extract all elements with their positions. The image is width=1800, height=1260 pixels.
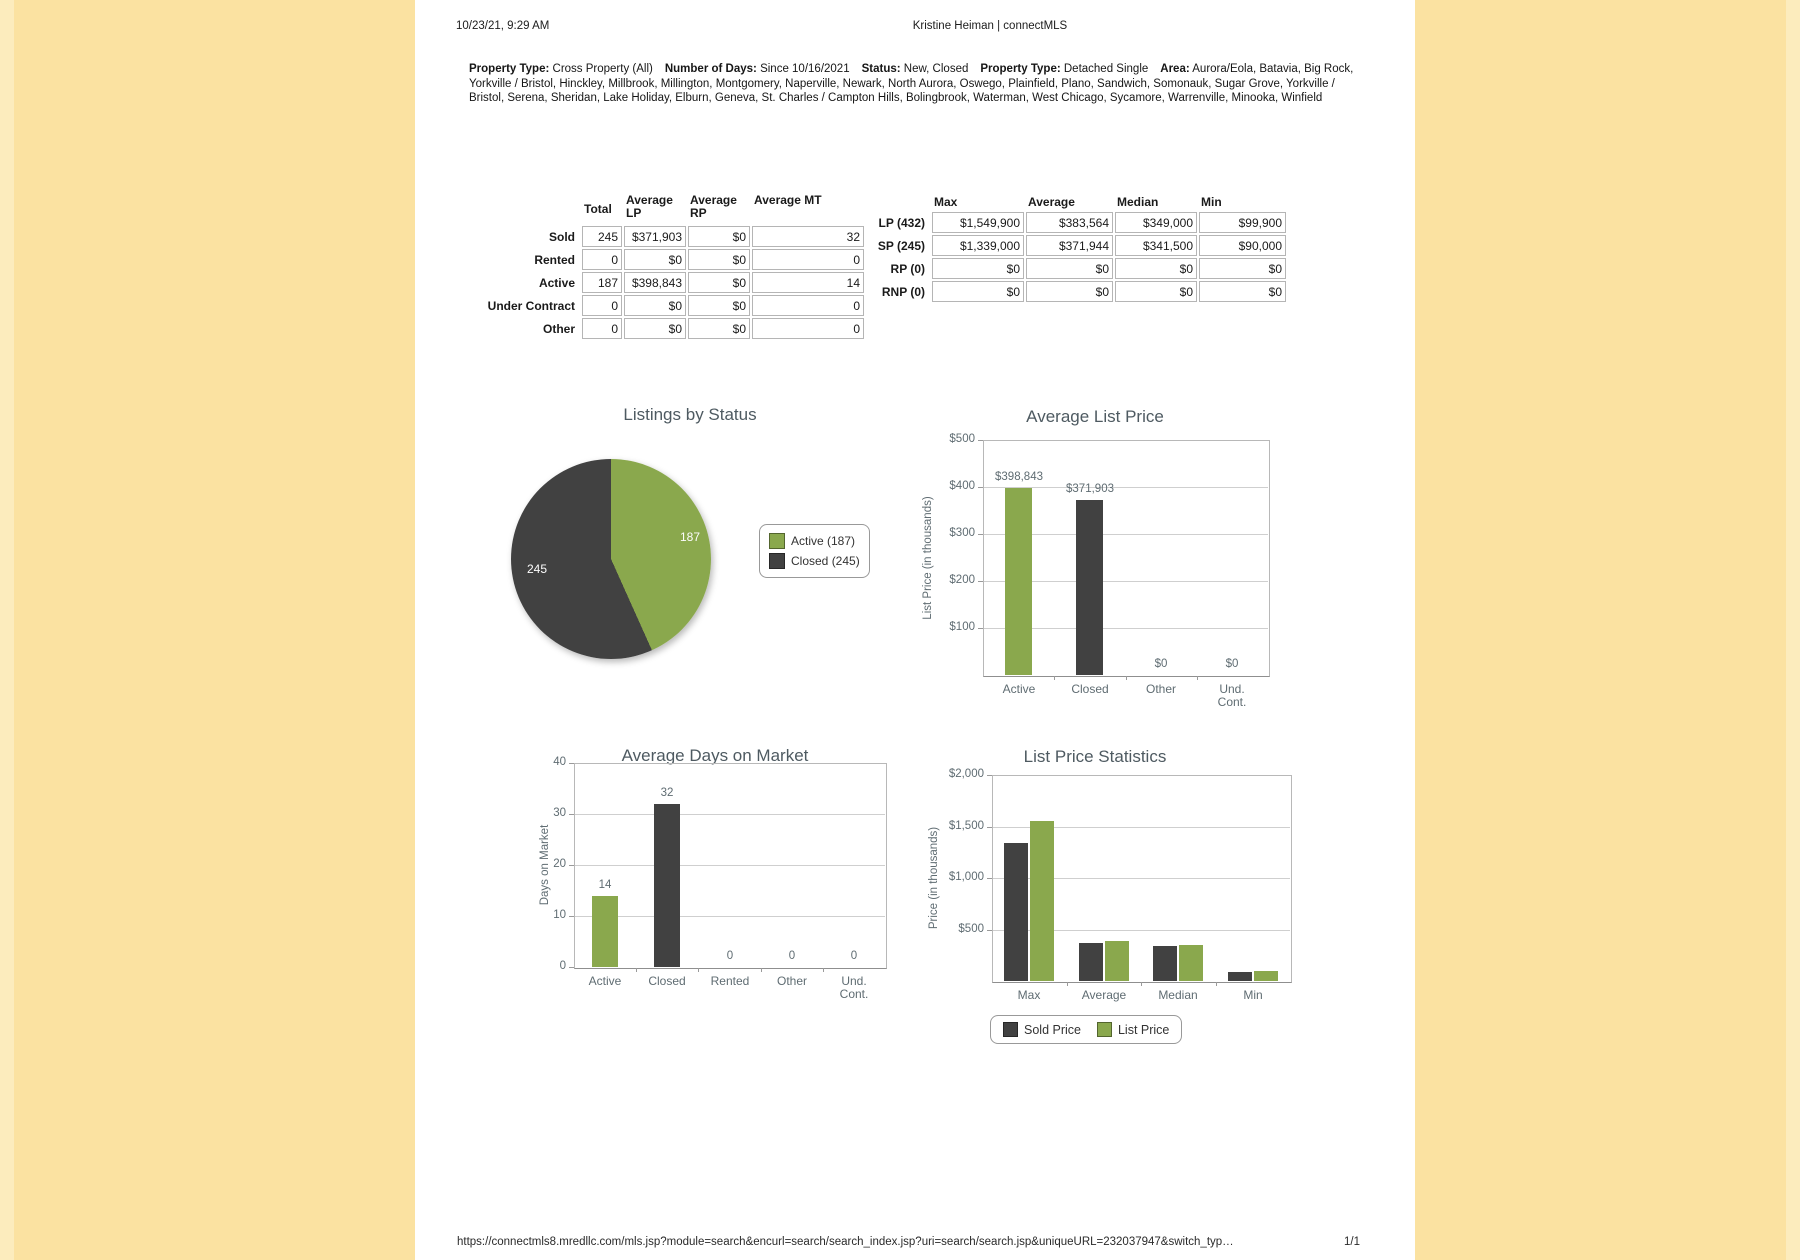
row-label: Active <box>538 275 575 290</box>
x-tick-label: Und. Cont. <box>1217 682 1247 709</box>
legend-swatch-sold-price <box>1003 1022 1018 1037</box>
y-tick-mark <box>569 916 574 917</box>
column-header: Total <box>584 201 612 216</box>
bar-value-label: $371,903 <box>1066 483 1114 495</box>
y-axis-label: Days on Market <box>539 824 551 906</box>
cell: 0 <box>582 295 622 316</box>
cell: $0 <box>1199 281 1286 302</box>
criteria-label: Property Type: <box>469 63 550 75</box>
summary-table <box>470 192 866 341</box>
plot-area <box>574 763 887 969</box>
bar-list-price <box>1105 941 1129 981</box>
chart-title: List Price Statistics <box>1023 747 1167 766</box>
legend-swatch-list-price <box>1097 1022 1112 1037</box>
criteria-label: Number of Days: <box>664 63 757 75</box>
criteria-value: Aurora/Eola, Batavia, Big Rock, Yorkville / Bristol, Hinckley, Millbrook, Millington, Montgomery, Naperville, Newark, North Aurora, Oswego, Plainfield, Plano, Sandwich, Somonauk, Sugar Grove, Yorkville / Bristol, Serena, Sheridan, Lake Holiday, Elburn, Geneva, St. Charles / Campton Hills, Bolingbrook, Waterman, West Chicago, Sycamore, Warrenville, Minooka, Winfield <box>469 63 1354 105</box>
row-label: Other <box>542 321 575 336</box>
gridline <box>575 814 885 815</box>
listings-by-status-chart <box>455 393 925 693</box>
row-label: Under Contract <box>487 298 575 313</box>
y-tick-label: 40 <box>553 756 566 768</box>
chart-canvas <box>920 393 1320 715</box>
legend-item <box>769 533 860 549</box>
cell: $383,564 <box>1026 212 1113 233</box>
cell: 0 <box>582 249 622 270</box>
x-tick-label: Min <box>1243 988 1263 1002</box>
y-tick-label: 20 <box>553 858 566 870</box>
x-tick-mark <box>823 968 824 972</box>
cell: $0 <box>688 318 750 339</box>
cell: $1,549,900 <box>932 212 1024 233</box>
table-row <box>847 235 1286 256</box>
search-criteria <box>469 62 1357 106</box>
y-tick-label: $400 <box>949 480 975 492</box>
row-label: SP (245) <box>877 238 925 253</box>
y-tick-label: 0 <box>559 960 566 972</box>
average-days-on-market-chart <box>535 733 925 1063</box>
table-row <box>472 226 864 247</box>
table-row <box>472 318 864 339</box>
x-tick-mark <box>1067 982 1068 986</box>
legend-label: Active (187) <box>791 534 856 548</box>
chart-title: Listings by Status <box>623 405 757 424</box>
y-tick-label: $100 <box>949 621 975 633</box>
bar-sold-price <box>1228 972 1252 981</box>
y-tick-mark <box>569 967 574 968</box>
bar-active <box>1005 488 1032 675</box>
y-tick-label: 30 <box>553 807 566 819</box>
cell: $0 <box>932 258 1024 279</box>
x-tick-mark <box>761 968 762 972</box>
y-tick-mark <box>987 878 992 879</box>
x-tick-label: Active <box>1002 682 1036 696</box>
y-tick-label: 10 <box>553 909 566 921</box>
legend-item <box>1003 1022 1081 1037</box>
y-tick-label: $500 <box>949 433 975 445</box>
chart-title: Average List Price <box>1026 407 1164 426</box>
table-row <box>472 272 864 293</box>
chart-canvas <box>535 733 925 1063</box>
column-header: Average LP <box>626 193 673 220</box>
y-tick-label: $300 <box>949 527 975 539</box>
cell: 0 <box>582 318 622 339</box>
cell: $341,500 <box>1115 235 1197 256</box>
legend-item <box>1097 1022 1169 1037</box>
column-header <box>472 194 580 224</box>
cell: 187 <box>582 272 622 293</box>
x-tick-mark <box>698 968 699 972</box>
x-tick-label: Rented <box>710 974 750 988</box>
pie <box>511 459 711 659</box>
y-tick-mark <box>569 814 574 815</box>
y-tick-label: $2,000 <box>948 768 984 780</box>
print-footer-page-number: 1/1 <box>1344 1236 1360 1248</box>
background-edge-strip <box>0 0 14 1260</box>
cell: $371,944 <box>1026 235 1113 256</box>
cell: $0 <box>1199 258 1286 279</box>
column-header: Average <box>1028 195 1075 209</box>
table-row <box>847 281 1286 302</box>
bar-value-label: $398,843 <box>995 471 1043 483</box>
cell: 32 <box>752 226 864 247</box>
legend-label: Closed (245) <box>791 554 860 568</box>
pie-slice-label: 245 <box>526 562 548 576</box>
pie-slice-label: 187 <box>679 530 701 544</box>
bar-active <box>592 896 618 967</box>
table-row <box>847 258 1286 279</box>
column-header: Average MT <box>754 193 822 207</box>
cell: $0 <box>624 249 686 270</box>
list-price-statistics-chart <box>920 733 1360 1073</box>
x-tick-label: Other <box>1145 682 1176 696</box>
x-tick-label: Active <box>588 974 622 988</box>
cell: $0 <box>932 281 1024 302</box>
cell: $0 <box>688 272 750 293</box>
bar-value-label: $0 <box>1154 658 1168 670</box>
y-tick-label: $500 <box>958 923 984 935</box>
y-tick-mark <box>978 534 983 535</box>
y-tick-mark <box>987 775 992 776</box>
row-label: LP (432) <box>878 215 925 230</box>
bar-sold-price <box>1153 946 1177 981</box>
y-axis-label: List Price (in thousands) <box>922 495 934 620</box>
x-tick-label: Und. Cont. <box>839 974 869 1001</box>
y-tick-mark <box>569 763 574 764</box>
cell: $0 <box>688 226 750 247</box>
print-header-datetime: 10/23/21, 9:29 AM <box>456 20 550 32</box>
x-tick-label: Closed <box>648 974 686 988</box>
legend-label: Sold Price <box>1024 1022 1081 1037</box>
legend-swatch-active <box>769 533 785 549</box>
cell: $0 <box>688 295 750 316</box>
y-tick-mark <box>978 628 983 629</box>
column-header: Min <box>1201 195 1222 209</box>
table-row <box>472 295 864 316</box>
legend-swatch-closed <box>769 553 785 569</box>
row-label: Sold <box>549 229 575 244</box>
cell: 0 <box>752 295 864 316</box>
cell: $398,843 <box>624 272 686 293</box>
cell: $0 <box>1026 281 1113 302</box>
y-tick-label: $1,500 <box>948 820 984 832</box>
bar-closed <box>654 804 680 967</box>
bar-value-label: $0 <box>1225 658 1239 670</box>
y-axis-label: Price (in thousands) <box>928 826 940 930</box>
legend-item <box>769 553 860 569</box>
y-tick-mark <box>987 827 992 828</box>
table-header-row <box>847 194 1286 210</box>
print-footer-url: https://connectmls8.mredllc.com/mls.jsp?module=search&encurl=search/search_index.jsp?uri=search/search.jsp&uniqueURL=232037947&switch_typ… <box>457 1236 1234 1248</box>
cell: $0 <box>688 249 750 270</box>
criteria-value: New, Closed <box>903 63 969 75</box>
table-row <box>472 249 864 270</box>
cell: $90,000 <box>1199 235 1286 256</box>
cell: $0 <box>624 295 686 316</box>
chart-legend <box>759 524 870 578</box>
table-row <box>847 212 1286 233</box>
price-statistics-table <box>845 192 1288 304</box>
criteria-value: Since 10/16/2021 <box>760 63 850 75</box>
cell: 0 <box>752 318 864 339</box>
column-header: Max <box>934 195 958 209</box>
cell: $371,903 <box>624 226 686 247</box>
column-header: Average RP <box>690 193 737 220</box>
y-tick-mark <box>978 581 983 582</box>
criteria-value: Cross Property (All) <box>552 63 653 75</box>
bar-sold-price <box>1079 943 1103 981</box>
chart-legend <box>990 1015 1182 1044</box>
x-tick-label: Average <box>1081 988 1127 1002</box>
cell: $0 <box>1026 258 1113 279</box>
table-header-row <box>472 194 864 224</box>
x-tick-mark <box>1197 676 1198 680</box>
criteria-value: Detached Single <box>1063 63 1149 75</box>
column-header <box>847 194 930 210</box>
cell: $0 <box>1115 258 1197 279</box>
y-tick-label: $200 <box>949 574 975 586</box>
y-tick-mark <box>987 930 992 931</box>
cell: 245 <box>582 226 622 247</box>
background-edge-strip <box>1786 0 1800 1260</box>
criteria-label: Area: <box>1160 63 1190 75</box>
y-tick-mark <box>569 865 574 866</box>
gridline <box>575 916 885 917</box>
y-tick-label: $1,000 <box>948 871 984 883</box>
y-tick-mark <box>978 440 983 441</box>
bar-value-label: 0 <box>788 950 796 962</box>
cell: 14 <box>752 272 864 293</box>
cell: $0 <box>624 318 686 339</box>
criteria-label: Status: <box>861 63 901 75</box>
row-label: RNP (0) <box>881 284 925 299</box>
x-tick-mark <box>1216 982 1217 986</box>
bar-list-price <box>1179 945 1203 981</box>
bar-value-label: 0 <box>850 950 858 962</box>
print-header-title: Kristine Heiman | connectMLS <box>912 20 1068 32</box>
bar-closed <box>1076 500 1103 675</box>
report-page <box>415 0 1415 1260</box>
x-tick-mark <box>636 968 637 972</box>
gridline <box>575 865 885 866</box>
row-label: RP (0) <box>890 261 925 276</box>
legend-label: List Price <box>1117 1022 1170 1037</box>
cell: 0 <box>752 249 864 270</box>
cell: $0 <box>1115 281 1197 302</box>
x-tick-label: Max <box>1017 988 1041 1002</box>
x-tick-label: Median <box>1158 988 1198 1002</box>
bar-list-price <box>1254 971 1278 981</box>
cell: $99,900 <box>1199 212 1286 233</box>
x-tick-label: Closed <box>1071 682 1109 696</box>
bar-value-label: 0 <box>726 950 734 962</box>
cell: $349,000 <box>1115 212 1197 233</box>
chart-title: Average Days on Market <box>621 746 809 765</box>
bar-list-price <box>1030 821 1054 981</box>
average-list-price-chart <box>920 393 1320 715</box>
x-tick-mark <box>1054 676 1055 680</box>
criteria-label: Property Type: <box>980 63 1061 75</box>
column-header: Median <box>1117 195 1159 209</box>
y-tick-mark <box>978 487 983 488</box>
x-tick-label: Other <box>776 974 807 988</box>
row-label: Rented <box>534 252 575 267</box>
bar-sold-price <box>1004 843 1028 981</box>
x-tick-mark <box>1126 676 1127 680</box>
bar-value-label: 14 <box>598 879 612 891</box>
bar-value-label: 32 <box>660 787 674 799</box>
x-tick-mark <box>1141 982 1142 986</box>
cell: $1,339,000 <box>932 235 1024 256</box>
